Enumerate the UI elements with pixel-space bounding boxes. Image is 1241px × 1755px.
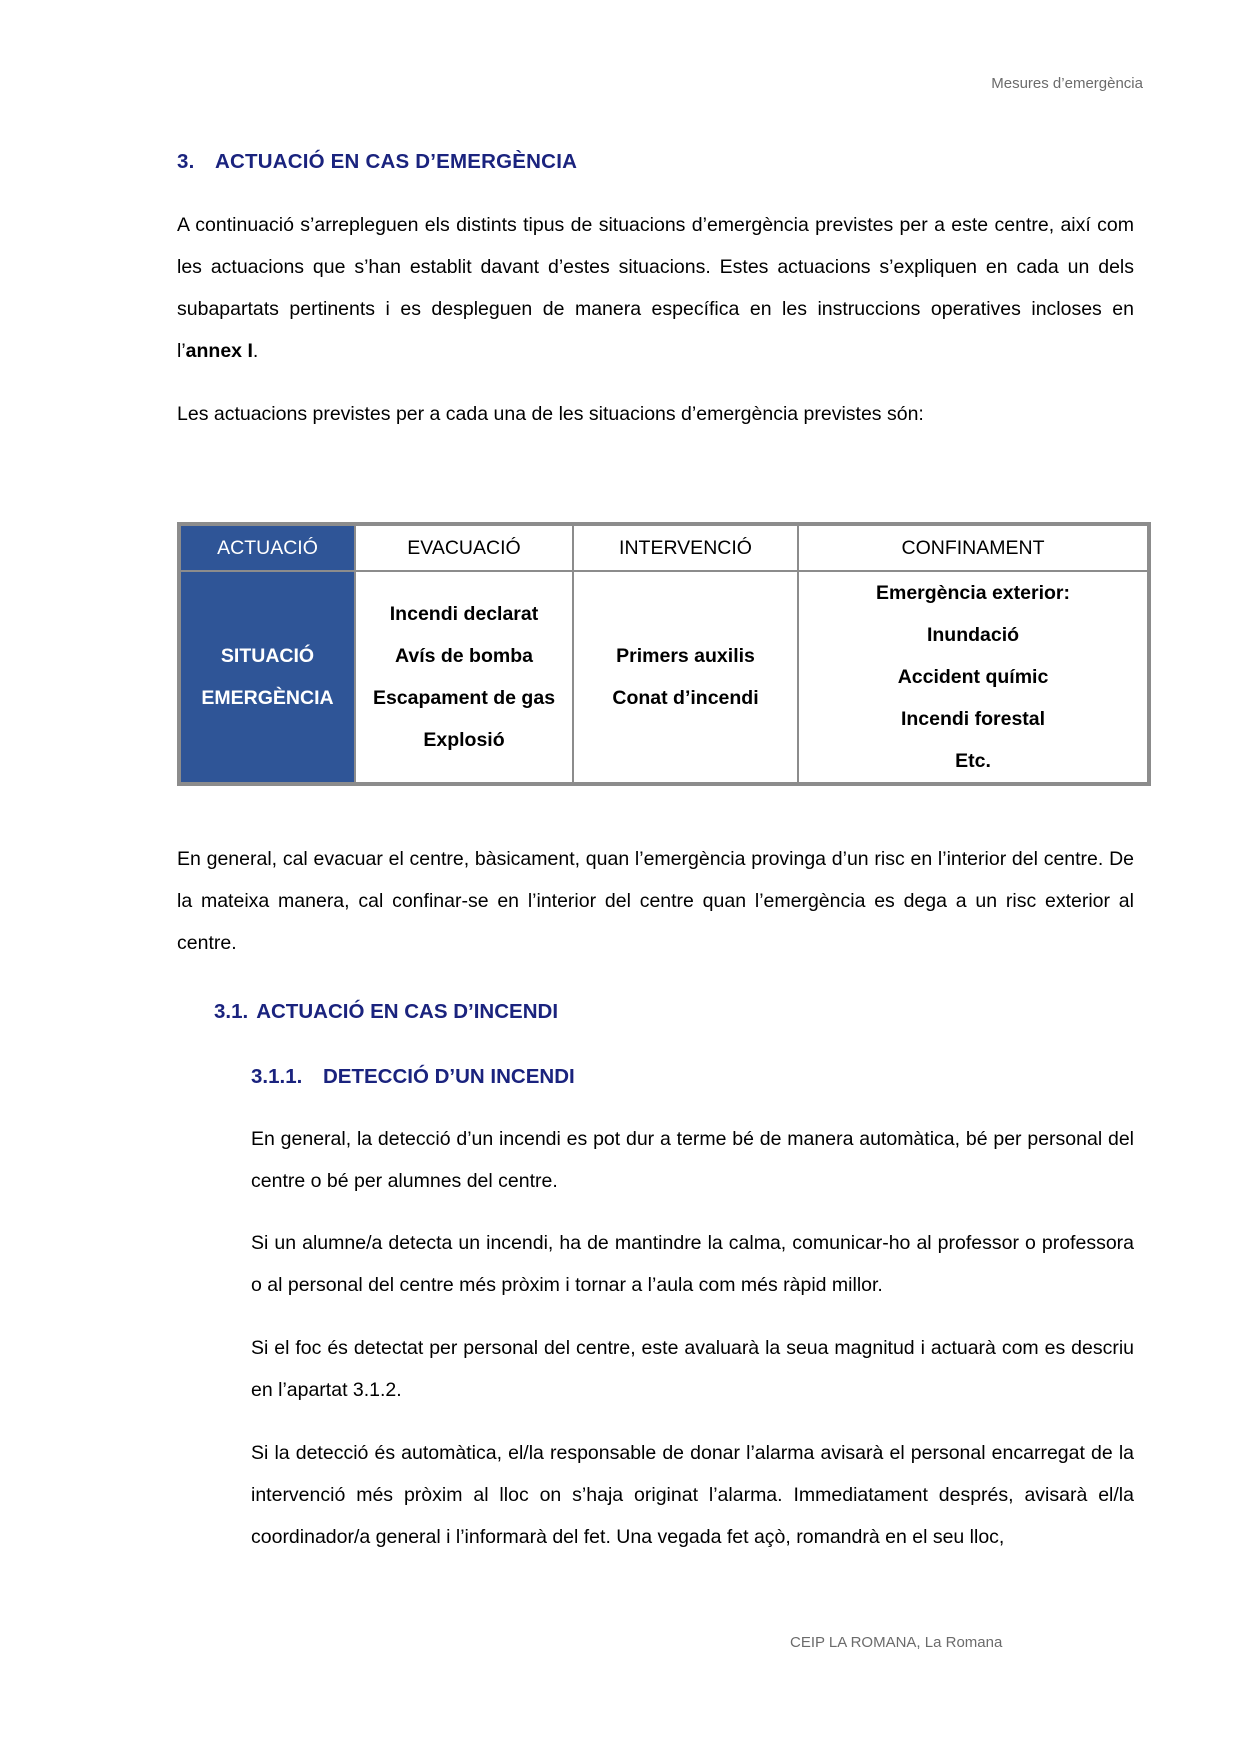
header-intervencio: INTERVENCIÓ (573, 525, 798, 571)
table-row (180, 571, 1148, 783)
subsubsection-title: DETECCIÓ D’UN INCENDI (323, 1065, 575, 1088)
cell-evacuacio (355, 571, 573, 783)
cell-confinament (798, 571, 1148, 783)
running-header: Mesures d’emergència (991, 75, 1143, 92)
subsection-number: 3.1. (214, 1000, 249, 1023)
subsubsection-number: 3.1.1. (251, 1065, 303, 1088)
row-label-situacio (180, 571, 355, 783)
intro-end: . (252, 340, 259, 362)
header-evacuacio: EVACUACIÓ (355, 525, 573, 571)
intro-paragraph (177, 204, 1134, 372)
cell-intervencio (573, 571, 798, 783)
detection-paragraph-4: Si la detecció és automàtica, el/la responsable de donar l’alarma avisarà el personal encarregat de la intervenció més pròxim al lloc on s’haja originat l’alarma. Immediatament després, avisarà el/la coordinador/a general i l’informarà del fet. Una vegada fet açò, romandrà en el seu lloc, (251, 1442, 1134, 1548)
list-item: Avís de bomba (395, 645, 533, 667)
intro-text: A continuació s’arrepleguen els distints tipus de situacions d’emergència previstes per a este centre, així com les actuacions que s’han establit davant d’estes situacions. Estes actuacions s’expliquen en cada un dels subapartats pertinents i es despleguen de manera específica en les instruccions operatives incloses en l’ (177, 214, 1134, 362)
detection-paragraph-2: Si un alumne/a detecta un incendi, ha de mantindre la calma, comunicar-ho al professor o professora o al personal del centre més pròxim i tornar a l’aula com més ràpid millor. (251, 1232, 1134, 1296)
list-item: Primers auxilis (616, 645, 755, 667)
row-label-line: EMERGÈNCIA (201, 687, 334, 709)
section-3-1-heading (214, 1000, 558, 1024)
lead-in-paragraph: Les actuacions previstes per a cada una de les situacions d’emergència previstes són: (177, 403, 924, 425)
list-item: Accident químic (897, 666, 1049, 688)
table-header-row (180, 525, 1148, 571)
section-title: ACTUACIÓ EN CAS D’EMERGÈNCIA (215, 150, 578, 173)
actions-table (177, 522, 1151, 786)
list-item: Incendi declarat (389, 603, 539, 625)
subsection-title: ACTUACIÓ EN CAS D’INCENDI (256, 1000, 559, 1023)
row-label-line: SITUACIÓ (220, 645, 315, 667)
annex-reference: annex I (185, 340, 253, 362)
page-footer: CEIP LA ROMANA, La Romana (790, 1634, 1003, 1651)
list-item: Etc. (955, 750, 991, 772)
header-confinament: CONFINAMENT (798, 525, 1148, 571)
section-3-heading (177, 150, 577, 174)
section-number: 3. (177, 150, 195, 173)
list-item: Emergència exterior: (875, 582, 1070, 604)
list-item: Escapament de gas (372, 687, 556, 709)
list-item: Conat d’incendi (612, 687, 759, 709)
list-item: Incendi forestal (900, 708, 1046, 730)
detection-paragraph-1: En general, la detecció d’un incendi es pot dur a terme bé de manera automàtica, bé per personal del centre o bé per alumnes del centre. (251, 1128, 1134, 1192)
list-item: Inundació (926, 624, 1020, 646)
general-note-paragraph: En general, cal evacuar el centre, bàsicament, quan l’emergència provinga d’un risc en l’interior del centre. De la mateixa manera, cal confinar-se en l’interior del centre quan l’emergència es dega a un risc exterior al centre. (177, 848, 1134, 954)
detection-paragraph-3: Si el foc és detectat per personal del centre, este avaluarà la seua magnitud i actuarà com es descriu en l’apartat 3.1.2. (251, 1337, 1134, 1401)
list-item: Explosió (423, 729, 505, 751)
header-actuacio: ACTUACIÓ (180, 525, 355, 571)
section-3-1-1-heading (251, 1065, 575, 1089)
